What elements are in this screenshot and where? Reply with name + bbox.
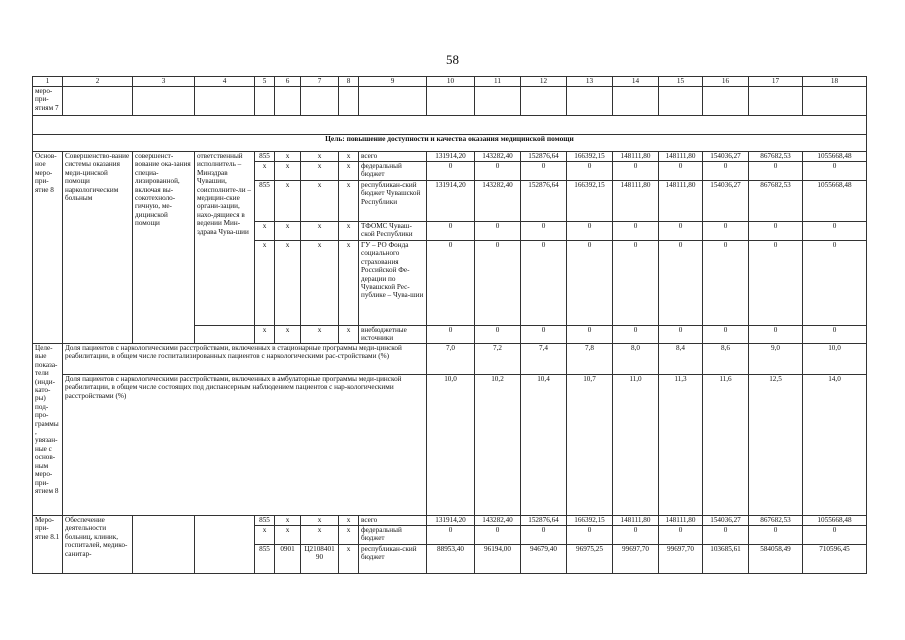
value-cell: 88953,40: [427, 545, 475, 574]
value-cell: 867682,53: [749, 152, 803, 162]
funding-source: всего: [359, 516, 427, 526]
column-number: 12: [521, 77, 567, 87]
code-cell: 0901: [275, 545, 301, 574]
column-number: 1: [33, 77, 63, 87]
value-cell: 154036,27: [703, 516, 749, 526]
value-cell: 0: [427, 162, 475, 181]
empty-cell: [133, 87, 195, 116]
value-cell: 0: [703, 222, 749, 241]
value-cell: 148111,80: [613, 516, 659, 526]
value-cell: 0: [803, 162, 867, 181]
column-number: 18: [803, 77, 867, 87]
measure-label: Основ-ное меро-при-ятие 8: [33, 152, 63, 344]
indicator-row: [33, 344, 867, 375]
column-number: 11: [475, 77, 521, 87]
funding-source: внебюджетные источники: [359, 326, 427, 344]
code-cell: x: [339, 326, 359, 344]
code-cell: x: [275, 326, 301, 344]
value-cell: 0: [659, 162, 703, 181]
value-cell: 0: [613, 241, 659, 326]
code-cell: 855: [255, 516, 275, 526]
value-cell: 0: [613, 222, 659, 241]
value-cell: 131914,20: [427, 152, 475, 162]
value-cell: 143282,40: [475, 516, 521, 526]
code-cell: x: [339, 222, 359, 241]
value-cell: 0: [703, 241, 749, 326]
measure-label: Меро-при-ятие 8.1: [33, 516, 63, 574]
indicators-label: Целе-вые показа-тели (инди-като-ры) под-про-граммы, увязан-ные с основ-ным меро-при-ятием 8: [33, 344, 63, 516]
empty-cell: [195, 87, 255, 116]
value-cell: 0: [521, 162, 567, 181]
value-cell: 0: [703, 326, 749, 344]
value-cell: 0: [475, 162, 521, 181]
value-cell: 152876,64: [521, 152, 567, 162]
goal-title: Цель: повышение доступности и качества оказания медицинской помощи: [33, 135, 867, 152]
funding-source: всего: [359, 152, 427, 162]
code-cell: Ц2108401 90: [301, 545, 339, 574]
value-cell: 148111,80: [613, 152, 659, 162]
value-cell: 152876,64: [521, 181, 567, 222]
spacer-cell: [33, 116, 867, 135]
value-cell: 7,8: [567, 344, 613, 375]
code-cell: x: [301, 152, 339, 162]
value-cell: 96975,25: [567, 545, 613, 574]
code-cell: x: [339, 516, 359, 526]
value-cell: 143282,40: [475, 181, 521, 222]
empty-cell: [301, 87, 339, 116]
code-cell: x: [275, 222, 301, 241]
value-cell: 96194,00: [475, 545, 521, 574]
value-cell: 0: [521, 222, 567, 241]
funding-source: ГУ – РО Фонда социального страхования Российской Фе-дерации по Чувашской Рес-публике – Чува-шии: [359, 241, 427, 326]
value-cell: 0: [659, 326, 703, 344]
value-cell: 0: [613, 326, 659, 344]
value-cell: 99697,70: [659, 545, 703, 574]
value-cell: 0: [521, 326, 567, 344]
value-cell: 1055668,48: [803, 516, 867, 526]
column-number: 14: [613, 77, 659, 87]
value-cell: 7,2: [475, 344, 521, 375]
value-cell: 0: [567, 222, 613, 241]
code-cell: x: [275, 162, 301, 181]
value-cell: 0: [659, 222, 703, 241]
column-number: 16: [703, 77, 749, 87]
code-cell: x: [301, 241, 339, 326]
value-cell: 0: [567, 326, 613, 344]
value-cell: 8,6: [703, 344, 749, 375]
value-cell: 0: [803, 526, 867, 545]
column-number: 9: [359, 77, 427, 87]
empty-cell: [567, 87, 613, 116]
header-row: [33, 77, 867, 87]
value-cell: 0: [613, 162, 659, 181]
value-cell: 1055668,48: [803, 152, 867, 162]
code-cell: x: [301, 526, 339, 545]
code-cell: x: [255, 326, 275, 344]
indicator-text: Доля пациентов с наркологическими расстройствами, включенных в амбулаторные программы меди-цинской реабилитации, в общем числе состоящих под диспансерным наблюдением пациентов с нар-кологическими расстройствами (%): [63, 375, 427, 516]
funding-source: федеральный бюджет: [359, 526, 427, 545]
value-cell: 148111,80: [659, 181, 703, 222]
column-number: 10: [427, 77, 475, 87]
column-number: 5: [255, 77, 275, 87]
goal-title-row: [33, 135, 867, 152]
value-cell: 0: [749, 162, 803, 181]
code-cell: x: [275, 181, 301, 222]
value-cell: 0: [427, 241, 475, 326]
value-cell: 0: [803, 326, 867, 344]
indicator-text: Доля пациентов с наркологическими расстройствами, включенных в стационарные программы меди-цинской реабилитации, в общем числе госпитализированных пациентов с наркологическими рас-стройствами (%): [63, 344, 427, 375]
value-cell: 14,0: [803, 375, 867, 516]
column-number: 17: [749, 77, 803, 87]
value-cell: 0: [613, 526, 659, 545]
empty-cell: [749, 87, 803, 116]
value-cell: 0: [803, 241, 867, 326]
code-cell: x: [275, 241, 301, 326]
code-cell: x: [255, 526, 275, 545]
value-cell: 166392,15: [567, 516, 613, 526]
empty-cell: [703, 87, 749, 116]
code-cell: x: [301, 181, 339, 222]
value-cell: 0: [749, 222, 803, 241]
measure-purpose: совершенст-вование ока-зания специа-лизированной, включая вы-сокотехноло-гичную, ме-дицинской помощи: [133, 152, 195, 344]
code-cell: x: [339, 526, 359, 545]
value-cell: 166392,15: [567, 181, 613, 222]
value-cell: 710596,45: [803, 545, 867, 574]
code-cell: x: [255, 222, 275, 241]
value-cell: 0: [659, 526, 703, 545]
value-cell: 0: [521, 241, 567, 326]
code-cell: x: [275, 526, 301, 545]
value-cell: 131914,20: [427, 516, 475, 526]
value-cell: 0: [567, 241, 613, 326]
column-number: 4: [195, 77, 255, 87]
code-cell: x: [301, 222, 339, 241]
goal-row: [33, 116, 867, 135]
empty-cell: [613, 87, 659, 116]
value-cell: 584058,49: [749, 545, 803, 574]
code-cell: x: [339, 181, 359, 222]
code-cell: x: [275, 516, 301, 526]
column-number: 6: [275, 77, 301, 87]
measure-name: Обеспечение деятельности больниц, клиник, госпиталей, медико-санитар-: [63, 516, 133, 574]
value-cell: 0: [475, 222, 521, 241]
value-cell: 0: [703, 162, 749, 181]
code-cell: 855: [255, 181, 275, 222]
value-cell: 1055668,48: [803, 181, 867, 222]
empty-cell: [275, 87, 301, 116]
value-cell: 0: [475, 526, 521, 545]
value-cell: 7,0: [427, 344, 475, 375]
empty-cell: [659, 87, 703, 116]
value-cell: 148111,80: [659, 152, 703, 162]
empty-cell: [359, 87, 427, 116]
funding-source: ТФОМС Чуваш-ской Республики: [359, 222, 427, 241]
column-number: 7: [301, 77, 339, 87]
value-cell: 154036,27: [703, 181, 749, 222]
measure-label: меро-при-ятиям 7: [33, 87, 63, 116]
value-cell: 0: [475, 326, 521, 344]
column-number: 3: [133, 77, 195, 87]
value-cell: 7,4: [521, 344, 567, 375]
code-cell: 855: [255, 152, 275, 162]
measure-name: Совершенство-вание системы оказания меди-цинской помощи наркологическим больным: [63, 152, 133, 344]
value-cell: 867682,53: [749, 181, 803, 222]
value-cell: 99697,70: [613, 545, 659, 574]
value-cell: 0: [427, 526, 475, 545]
measure-executor: ответственный исполнитель – Минздрав Чувашии, соисполните-ли – медицин-ские органи-зации, нахо-дящиеся в ведении Мин-здрава Чува-шии: [195, 152, 255, 326]
value-cell: 148111,80: [659, 516, 703, 526]
code-cell: x: [255, 241, 275, 326]
empty-cell: [427, 87, 475, 116]
column-number: 8: [339, 77, 359, 87]
value-cell: 0: [803, 222, 867, 241]
value-cell: 11,6: [703, 375, 749, 516]
value-cell: 0: [567, 162, 613, 181]
code-cell: x: [339, 162, 359, 181]
empty-cell: [133, 516, 195, 574]
value-cell: 8,0: [613, 344, 659, 375]
code-cell: x: [339, 241, 359, 326]
measure81-row: [33, 516, 867, 526]
column-number: 15: [659, 77, 703, 87]
code-cell: x: [301, 516, 339, 526]
code-cell: x: [255, 162, 275, 181]
value-cell: 131914,20: [427, 181, 475, 222]
value-cell: 0: [427, 222, 475, 241]
column-number: 2: [63, 77, 133, 87]
value-cell: 11,3: [659, 375, 703, 516]
value-cell: 8,4: [659, 344, 703, 375]
value-cell: 148111,80: [613, 181, 659, 222]
value-cell: 12,5: [749, 375, 803, 516]
value-cell: 0: [749, 241, 803, 326]
value-cell: 103685,61: [703, 545, 749, 574]
empty-cell: [195, 326, 255, 344]
value-cell: 10,2: [475, 375, 521, 516]
value-cell: 0: [567, 526, 613, 545]
empty-cell: [339, 87, 359, 116]
code-cell: x: [301, 162, 339, 181]
funding-source: республикан-ский бюджет: [359, 545, 427, 574]
value-cell: 10,4: [521, 375, 567, 516]
value-cell: 0: [475, 241, 521, 326]
value-cell: 0: [521, 526, 567, 545]
empty-cell: [475, 87, 521, 116]
empty-cell: [803, 87, 867, 116]
empty-cell: [63, 87, 133, 116]
code-cell: x: [339, 152, 359, 162]
funding-source: республикан-ский бюджет Чувашской Республики: [359, 181, 427, 222]
value-cell: 0: [659, 241, 703, 326]
empty-cell: [521, 87, 567, 116]
code-cell: x: [301, 326, 339, 344]
prev-measure-row: [33, 87, 867, 116]
value-cell: 9,0: [749, 344, 803, 375]
budget-table: [32, 76, 867, 574]
value-cell: 10,0: [803, 344, 867, 375]
value-cell: 143282,40: [475, 152, 521, 162]
value-cell: 0: [749, 326, 803, 344]
code-cell: 855: [255, 545, 275, 574]
value-cell: 10,7: [567, 375, 613, 516]
value-cell: 11,0: [613, 375, 659, 516]
value-cell: 10,0: [427, 375, 475, 516]
code-cell: x: [275, 152, 301, 162]
indicator-row: [33, 375, 867, 516]
value-cell: 94679,40: [521, 545, 567, 574]
empty-cell: [255, 87, 275, 116]
measure8-row: [33, 152, 867, 162]
value-cell: 0: [703, 526, 749, 545]
value-cell: 152876,64: [521, 516, 567, 526]
value-cell: 0: [427, 326, 475, 344]
value-cell: 867682,53: [749, 516, 803, 526]
column-number: 13: [567, 77, 613, 87]
code-cell: x: [339, 545, 359, 574]
empty-cell: [195, 516, 255, 574]
value-cell: 154036,27: [703, 152, 749, 162]
page-number: 58: [446, 52, 459, 67]
value-cell: 166392,15: [567, 152, 613, 162]
value-cell: 0: [749, 526, 803, 545]
funding-source: федеральный бюджет: [359, 162, 427, 181]
